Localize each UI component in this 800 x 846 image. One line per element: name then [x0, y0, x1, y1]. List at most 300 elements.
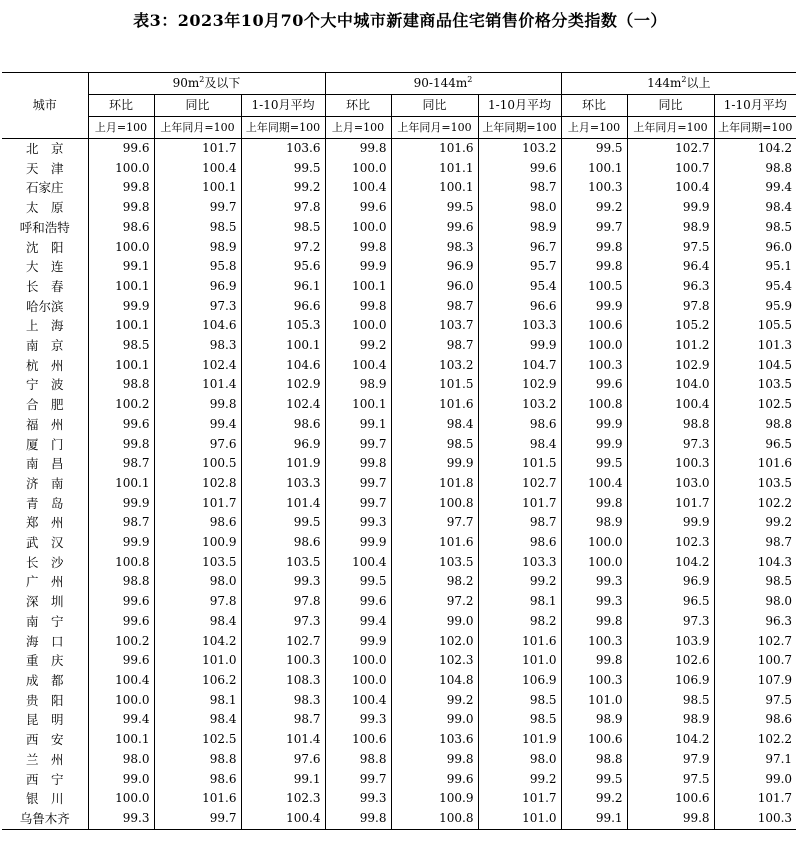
city-name: 西 宁 [2, 770, 88, 790]
index-value-cell: 107.9 [757, 672, 793, 687]
city-name: 大 连 [2, 257, 88, 277]
index-value-cell: 99.7 [325, 474, 391, 494]
index-value-cell: 102.2 [757, 732, 793, 747]
index-value-cell: 99.1 [325, 415, 391, 435]
index-value-cell: 97.6 [241, 750, 325, 770]
index-value-cell: 95.6 [241, 257, 325, 277]
index-value-cell: 97.3 [627, 612, 714, 632]
index-value-cell: 100.2 [88, 632, 154, 652]
index-value-cell: 99.6 [88, 592, 154, 612]
index-value-cell: 102.8 [154, 474, 241, 494]
index-value-cell: 98.9 [627, 218, 714, 238]
index-value-cell: 104.2 [154, 632, 241, 652]
index-value-cell: 101.7 [627, 494, 714, 514]
index-value-cell: 99.6 [478, 159, 561, 179]
index-value-cell: 103.6 [391, 730, 478, 750]
index-value-cell: 98.9 [325, 375, 391, 395]
index-value-cell: 98.0 [765, 594, 793, 609]
subheader-yoy: 同比 [391, 95, 478, 117]
subheader-yoy: 同比 [154, 95, 241, 117]
index-value-cell: 99.2 [765, 515, 793, 530]
table-row [2, 572, 796, 592]
index-value-cell: 103.3 [241, 474, 325, 494]
index-value-cell: 99.7 [325, 435, 391, 455]
index-value-cell: 101.1 [391, 159, 478, 179]
index-value-cell: 100.0 [88, 691, 154, 711]
index-value-cell: 96.0 [765, 239, 793, 254]
index-value-cell: 96.7 [478, 238, 561, 258]
index-value-cell: 100.8 [88, 553, 154, 573]
index-value-cell: 100.0 [325, 671, 391, 691]
index-value-cell: 102.9 [627, 356, 714, 376]
index-value-cell: 97.1 [765, 751, 793, 766]
index-value-cell: 98.2 [391, 572, 478, 592]
index-value-cell: 101.9 [241, 454, 325, 474]
index-value-cell: 100.0 [88, 238, 154, 258]
index-value-cell: 99.8 [88, 435, 154, 455]
city-name: 长 沙 [2, 553, 88, 573]
index-value-cell: 99.8 [154, 395, 241, 415]
index-value-cell: 100.4 [325, 178, 391, 198]
index-value-cell: 101.6 [391, 139, 478, 159]
index-value-cell: 103.0 [627, 474, 714, 494]
index-value-cell: 100.5 [154, 454, 241, 474]
index-value-cell: 103.5 [391, 553, 478, 573]
table-row [2, 218, 796, 238]
city-name: 沈 阳 [2, 238, 88, 258]
table-row [2, 553, 796, 573]
index-value-cell: 99.9 [478, 336, 561, 356]
index-value-cell: 102.7 [627, 139, 714, 159]
index-value-cell: 100.6 [561, 730, 627, 750]
index-value-cell: 104.7 [478, 356, 561, 376]
index-value-cell: 103.5 [757, 377, 793, 392]
index-value-cell: 99.5 [561, 770, 627, 790]
index-value-cell: 97.2 [241, 238, 325, 258]
index-value-cell: 98.9 [154, 238, 241, 258]
index-value-cell: 99.2 [325, 336, 391, 356]
index-value-cell: 99.5 [241, 159, 325, 179]
index-value-cell: 100.0 [88, 159, 154, 179]
index-value-cell: 104.2 [627, 553, 714, 573]
table-row [2, 730, 796, 750]
index-value-cell: 101.7 [154, 494, 241, 514]
base-mom: 上月=100 [88, 117, 154, 139]
index-value-cell: 106.9 [478, 671, 561, 691]
index-value-cell: 100.0 [561, 336, 627, 356]
index-value-cell: 98.5 [478, 710, 561, 730]
table-row [2, 651, 796, 671]
index-value-cell: 99.0 [391, 710, 478, 730]
index-value-cell: 99.2 [391, 691, 478, 711]
index-value-cell: 98.4 [391, 415, 478, 435]
index-value-cell: 100.9 [391, 789, 478, 809]
index-value-cell: 100.1 [88, 474, 154, 494]
index-value-cell: 99.6 [391, 770, 478, 790]
index-value-cell: 101.0 [561, 691, 627, 711]
city-name: 合 肥 [2, 395, 88, 415]
index-value-cell: 98.9 [478, 218, 561, 238]
index-value-cell: 101.7 [757, 791, 793, 806]
table-row [2, 375, 796, 395]
index-value-cell: 96.5 [627, 592, 714, 612]
index-value-cell: 99.6 [325, 198, 391, 218]
index-value-cell: 98.7 [478, 178, 561, 198]
index-value-cell: 96.1 [241, 277, 325, 297]
base-mom: 上月=100 [325, 117, 391, 139]
index-value-cell: 104.6 [241, 356, 325, 376]
index-value-cell: 100.8 [391, 809, 478, 829]
group-header-large: $144m^2$以上 [561, 73, 796, 95]
table-row [2, 435, 796, 455]
index-value-cell: 99.7 [561, 218, 627, 238]
city-name: 兰 州 [2, 750, 88, 770]
index-value-cell: 99.9 [88, 297, 154, 317]
index-value-cell: 100.8 [391, 494, 478, 514]
index-value-cell: 95.4 [765, 278, 793, 293]
index-value-cell: 99.3 [88, 809, 154, 829]
index-value-cell: 99.9 [627, 513, 714, 533]
index-value-cell: 99.6 [561, 375, 627, 395]
index-value-cell: 101.0 [478, 651, 561, 671]
group-header-small: $90m^2$及以下 [88, 73, 325, 95]
index-value-cell: 98.4 [765, 200, 793, 215]
index-value-cell: 99.9 [325, 533, 391, 553]
index-value-cell: 98.6 [154, 770, 241, 790]
index-value-cell: 98.0 [478, 198, 561, 218]
index-value-cell: 102.4 [241, 395, 325, 415]
index-value-cell: 99.6 [88, 612, 154, 632]
city-name: 西 安 [2, 730, 88, 750]
table-row [2, 632, 796, 652]
index-value-cell: 100.6 [325, 730, 391, 750]
index-value-cell: 100.1 [88, 730, 154, 750]
index-value-cell: 99.3 [325, 789, 391, 809]
city-name: 银 川 [2, 789, 88, 809]
index-value-cell: 101.6 [391, 533, 478, 553]
index-value-cell: 98.9 [627, 710, 714, 730]
base-yoy: 上年同月=100 [627, 117, 714, 139]
index-value-cell: 100.3 [241, 651, 325, 671]
index-value-cell: 103.5 [757, 475, 793, 490]
index-value-cell: 104.2 [627, 730, 714, 750]
index-value-cell: 99.8 [88, 178, 154, 198]
index-value-cell: 96.6 [478, 297, 561, 317]
index-value-cell: 97.3 [154, 297, 241, 317]
table-row [2, 139, 796, 159]
index-value-cell: 98.8 [627, 415, 714, 435]
index-value-cell: 99.5 [325, 572, 391, 592]
index-value-cell: 102.6 [627, 651, 714, 671]
index-value-cell: 100.4 [561, 474, 627, 494]
index-value-cell: 99.9 [627, 198, 714, 218]
index-value-cell: 100.1 [88, 277, 154, 297]
index-value-cell: 102.5 [154, 730, 241, 750]
index-value-cell: 100.1 [325, 277, 391, 297]
index-value-cell: 99.3 [561, 592, 627, 612]
index-value-cell: 99.1 [241, 770, 325, 790]
subheader-mom: 环比 [88, 95, 154, 117]
table-row [2, 592, 796, 612]
table-row [2, 513, 796, 533]
index-value-cell: 99.2 [561, 198, 627, 218]
table-row [2, 257, 796, 277]
index-value-cell: 99.8 [325, 238, 391, 258]
index-value-cell: 101.6 [154, 789, 241, 809]
index-value-cell: 98.5 [765, 219, 793, 234]
index-value-cell: 100.0 [325, 316, 391, 336]
index-value-cell: 98.5 [627, 691, 714, 711]
index-value-cell: 100.4 [325, 553, 391, 573]
table-row [2, 710, 796, 730]
index-value-cell: 97.9 [627, 750, 714, 770]
index-value-cell: 102.7 [478, 474, 561, 494]
index-value-cell: 101.7 [478, 494, 561, 514]
index-value-cell: 101.5 [478, 454, 561, 474]
index-value-cell: 95.7 [478, 257, 561, 277]
index-value-cell: 99.3 [561, 572, 627, 592]
index-value-cell: 97.8 [154, 592, 241, 612]
table-row [2, 770, 796, 790]
index-value-cell: 108.3 [241, 671, 325, 691]
index-value-cell: 98.7 [241, 710, 325, 730]
index-value-cell: 100.4 [241, 809, 325, 829]
table-row [2, 336, 796, 356]
index-value-cell: 99.3 [325, 710, 391, 730]
city-name: 昆 明 [2, 710, 88, 730]
subheader-mom: 环比 [561, 95, 627, 117]
index-value-cell: 99.9 [325, 632, 391, 652]
index-value-cell: 104.2 [757, 141, 793, 155]
base-yoy: 上年同月=100 [391, 117, 478, 139]
index-value-cell: 101.4 [241, 730, 325, 750]
city-name: 杭 州 [2, 356, 88, 376]
table-row [2, 395, 796, 415]
index-value-cell: 99.9 [561, 435, 627, 455]
index-value-cell: 101.2 [627, 336, 714, 356]
index-value-cell: 99.9 [88, 494, 154, 514]
index-value-cell: 97.5 [765, 692, 793, 707]
index-value-cell: 100.6 [561, 316, 627, 336]
index-value-cell: 99.8 [627, 809, 714, 829]
subheader-ytd: 1-10月平均 [241, 95, 325, 117]
index-value-cell: 98.0 [88, 750, 154, 770]
index-value-cell: 100.1 [88, 316, 154, 336]
table-row [2, 238, 796, 258]
index-value-cell: 101.4 [154, 375, 241, 395]
table-row [2, 297, 796, 317]
index-value-cell: 97.5 [627, 770, 714, 790]
index-value-cell: 101.5 [391, 375, 478, 395]
index-value-cell: 104.3 [757, 554, 793, 569]
index-value-cell: 102.5 [757, 397, 793, 412]
index-value-cell: 99.9 [561, 415, 627, 435]
index-value-cell: 102.3 [627, 533, 714, 553]
index-value-cell: 99.5 [561, 139, 627, 159]
index-value-cell: 99.7 [325, 494, 391, 514]
table-row [2, 750, 796, 770]
index-value-cell: 103.3 [478, 553, 561, 573]
table-row [2, 159, 796, 179]
index-value-cell: 101.6 [391, 395, 478, 415]
index-value-cell: 98.8 [765, 160, 793, 175]
index-value-cell: 100.3 [627, 454, 714, 474]
index-value-cell: 98.7 [391, 336, 478, 356]
index-value-cell: 100.3 [561, 632, 627, 652]
index-value-cell: 103.5 [241, 553, 325, 573]
index-value-cell: 102.0 [391, 632, 478, 652]
table-row [2, 316, 796, 336]
index-value-cell: 103.6 [241, 139, 325, 159]
index-value-cell: 99.0 [391, 612, 478, 632]
index-value-cell: 100.2 [88, 395, 154, 415]
index-value-cell: 99.7 [325, 770, 391, 790]
table-row [2, 533, 796, 553]
table-row [2, 789, 796, 809]
table-row [2, 454, 796, 474]
index-value-cell: 105.2 [627, 316, 714, 336]
index-value-cell: 98.6 [154, 513, 241, 533]
group-header-medium: $90-144m^2$ [325, 73, 561, 95]
index-value-cell: 102.2 [757, 495, 793, 510]
index-value-cell: 98.2 [478, 612, 561, 632]
city-name: 哈尔滨 [2, 297, 88, 317]
index-value-cell: 96.3 [627, 277, 714, 297]
index-value-cell: 100.4 [627, 395, 714, 415]
index-value-cell: 95.9 [765, 298, 793, 313]
index-value-cell: 99.8 [325, 139, 391, 159]
index-value-cell: 98.1 [154, 691, 241, 711]
city-name: 广 州 [2, 572, 88, 592]
index-value-cell: 97.3 [627, 435, 714, 455]
index-value-cell: 100.6 [627, 789, 714, 809]
index-value-cell: 102.9 [478, 375, 561, 395]
table-row [2, 671, 796, 691]
index-value-cell: 98.5 [88, 336, 154, 356]
index-value-cell: 98.6 [88, 218, 154, 238]
index-value-cell: 96.5 [765, 436, 793, 451]
index-value-cell: 96.0 [391, 277, 478, 297]
index-value-cell: 100.4 [325, 691, 391, 711]
index-value-cell: 100.1 [88, 356, 154, 376]
base-ytd: 上年同期=100 [241, 117, 325, 139]
index-value-cell: 99.8 [391, 750, 478, 770]
index-value-cell: 99.6 [391, 218, 478, 238]
city-name: 厦 门 [2, 435, 88, 455]
city-name: 海 口 [2, 632, 88, 652]
index-value-cell: 101.0 [478, 809, 561, 829]
index-value-cell: 96.9 [241, 435, 325, 455]
index-value-cell: 105.5 [757, 318, 793, 333]
city-name: 天 津 [2, 159, 88, 179]
index-value-cell: 99.0 [88, 770, 154, 790]
city-name: 乌鲁木齐 [2, 809, 88, 829]
index-value-cell: 102.7 [757, 633, 793, 648]
index-value-cell: 97.6 [154, 435, 241, 455]
index-value-cell: 99.1 [88, 257, 154, 277]
index-value-cell: 99.8 [325, 809, 391, 829]
index-value-cell: 97.8 [627, 297, 714, 317]
index-value-cell: 104.5 [757, 357, 793, 372]
index-value-cell: 103.2 [478, 395, 561, 415]
table-row [2, 474, 796, 494]
index-value-cell: 102.3 [241, 789, 325, 809]
base-ytd: 上年同期=100 [478, 117, 561, 139]
city-name: 上 海 [2, 316, 88, 336]
index-value-cell: 97.2 [391, 592, 478, 612]
index-value-cell: 99.3 [241, 572, 325, 592]
index-value-cell: 99.4 [154, 415, 241, 435]
index-value-cell: 100.1 [391, 178, 478, 198]
index-value-cell: 100.0 [325, 218, 391, 238]
index-value-cell: 102.4 [154, 356, 241, 376]
index-value-cell: 99.6 [88, 651, 154, 671]
index-value-cell: 102.9 [241, 375, 325, 395]
index-value-cell: 98.8 [88, 375, 154, 395]
index-value-cell: 100.1 [154, 178, 241, 198]
index-value-cell: 97.5 [627, 238, 714, 258]
index-value-cell: 100.7 [627, 159, 714, 179]
index-value-cell: 98.7 [478, 513, 561, 533]
index-value-cell: 100.0 [561, 533, 627, 553]
index-value-cell: 103.2 [478, 139, 561, 159]
subheader-yoy: 同比 [627, 95, 714, 117]
index-value-cell: 100.0 [88, 789, 154, 809]
index-value-cell: 98.8 [325, 750, 391, 770]
subheader-ytd: 1-10月平均 [714, 95, 796, 117]
index-value-cell: 99.8 [325, 454, 391, 474]
city-name: 北 京 [2, 139, 88, 159]
table-row [2, 198, 796, 218]
base-ytd: 上年同期=100 [714, 117, 796, 139]
base-mom: 上月=100 [561, 117, 627, 139]
index-value-cell: 100.5 [561, 277, 627, 297]
city-name: 深 圳 [2, 592, 88, 612]
city-name: 南 昌 [2, 454, 88, 474]
index-value-cell: 98.0 [154, 572, 241, 592]
index-value-cell: 100.1 [561, 159, 627, 179]
city-name: 宁 波 [2, 375, 88, 395]
index-value-cell: 96.3 [765, 613, 793, 628]
index-value-cell: 102.7 [241, 632, 325, 652]
city-name: 南 京 [2, 336, 88, 356]
price-index-table [2, 72, 796, 830]
index-value-cell: 100.8 [561, 395, 627, 415]
index-value-cell: 99.8 [561, 612, 627, 632]
index-value-cell: 101.8 [391, 474, 478, 494]
index-value-cell: 98.8 [88, 572, 154, 592]
index-value-cell: 99.2 [241, 178, 325, 198]
city-name: 重 庆 [2, 651, 88, 671]
index-value-cell: 99.7 [154, 198, 241, 218]
index-value-cell: 98.8 [561, 750, 627, 770]
index-value-cell: 99.8 [561, 238, 627, 258]
index-value-cell: 95.1 [765, 259, 793, 274]
header-row-groups [2, 73, 796, 95]
index-value-cell: 99.9 [88, 533, 154, 553]
index-value-cell: 98.3 [154, 336, 241, 356]
index-value-cell: 98.3 [391, 238, 478, 258]
index-value-cell: 98.5 [391, 435, 478, 455]
index-value-cell: 99.2 [478, 770, 561, 790]
index-value-cell: 98.7 [391, 297, 478, 317]
index-value-cell: 99.8 [561, 494, 627, 514]
city-name: 石家庄 [2, 178, 88, 198]
index-value-cell: 98.6 [765, 712, 793, 727]
table-row [2, 494, 796, 514]
index-value-cell: 96.9 [154, 277, 241, 297]
index-value-cell: 99.9 [391, 454, 478, 474]
